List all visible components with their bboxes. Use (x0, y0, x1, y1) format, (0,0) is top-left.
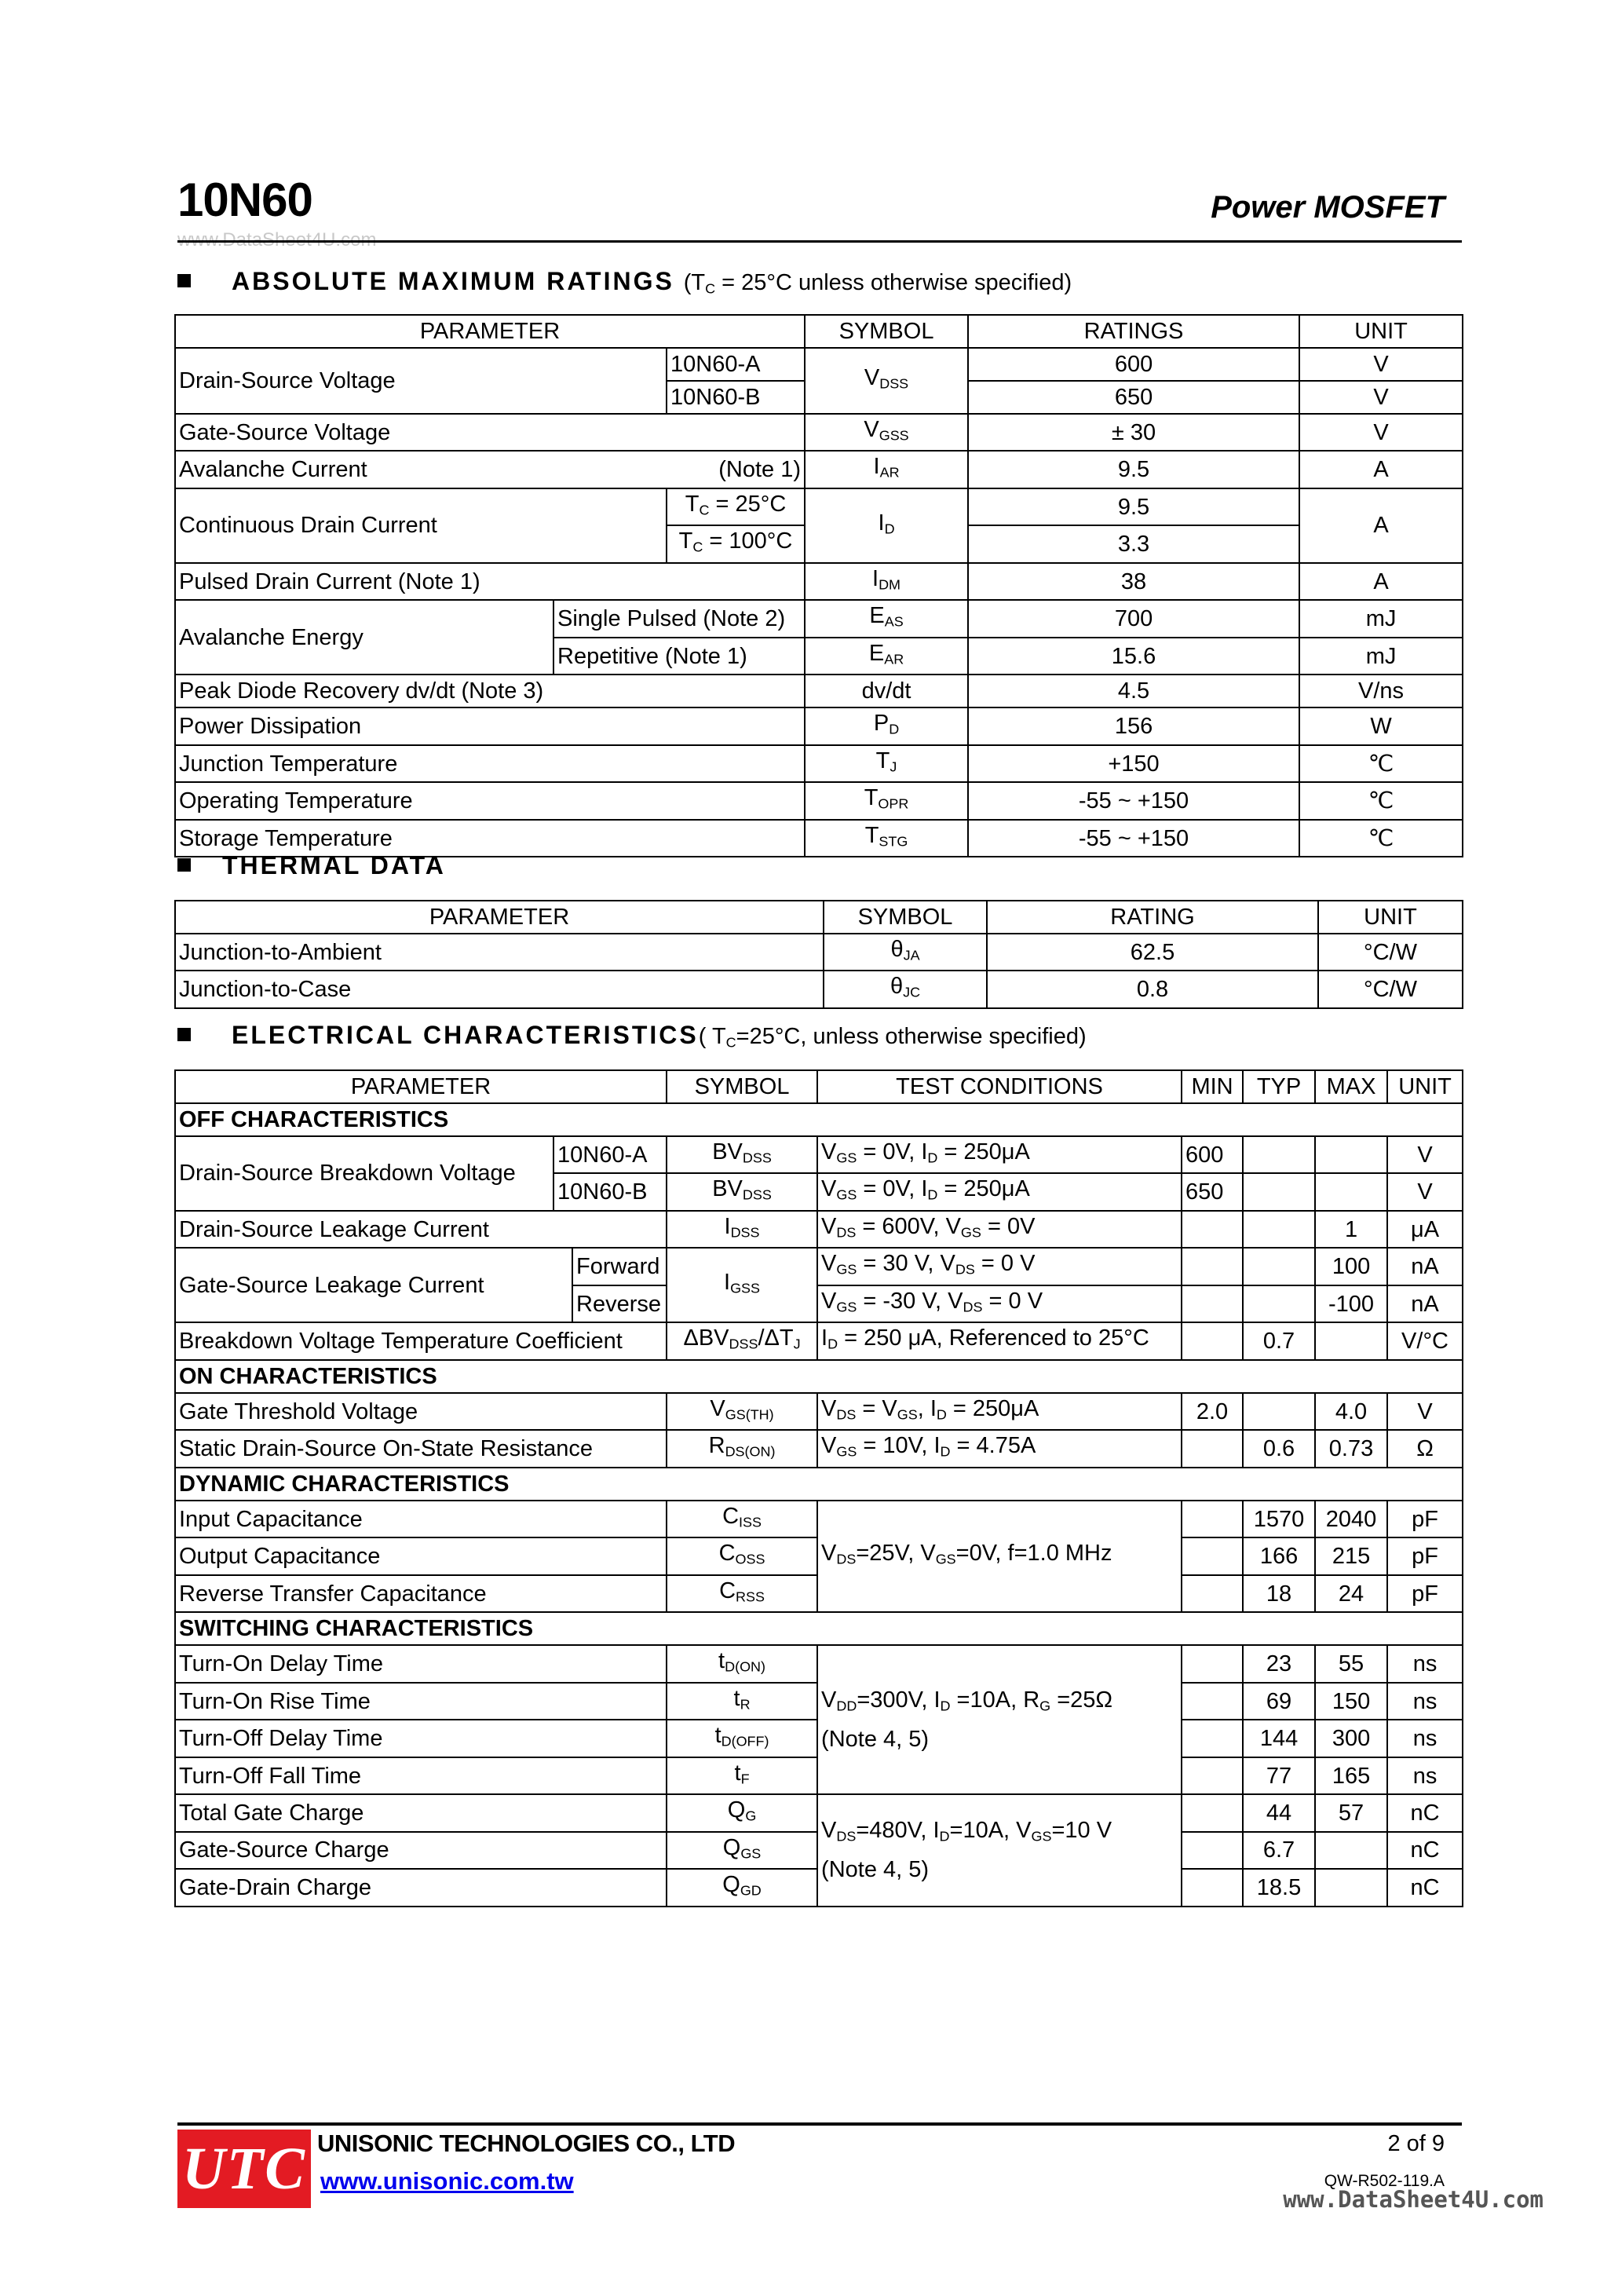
section-row (175, 1612, 1463, 1645)
table-row (175, 563, 1463, 600)
table-cell: Gate Threshold Voltage (175, 1393, 667, 1430)
table-cell: SYMBOL (805, 315, 968, 348)
table-cell: 69 (1243, 1683, 1315, 1720)
table-cell: $\Delta BV_{DSS}/\Delta T_J$ (667, 1322, 817, 1359)
table-row (175, 1211, 1463, 1248)
table-cell: V (1387, 1136, 1463, 1173)
table-cell (1182, 1720, 1243, 1757)
table-cell: 600 (1182, 1136, 1243, 1173)
section-note: ($T_C = 25^\circ C$ unless otherwise specified) (683, 270, 1072, 297)
table-cell: DYNAMIC CHARACTERISTICS (175, 1468, 1463, 1501)
table-row (175, 707, 1463, 744)
table-cell: pF (1387, 1537, 1463, 1574)
bullet-icon (177, 1028, 191, 1041)
table-cell: 10N60-A (553, 1136, 667, 1173)
table-cell: 150 (1315, 1683, 1387, 1720)
utc-logo (177, 2130, 311, 2208)
table-cell: $P_D$ (805, 707, 968, 744)
table-cell: $Q_{GD}$ (667, 1869, 817, 1906)
table-cell: 0.6 (1243, 1430, 1315, 1467)
table-cell: $C_{OSS}$ (667, 1537, 817, 1574)
table-header-row (175, 1070, 1463, 1103)
table-row (175, 971, 1463, 1007)
table-row (175, 934, 1463, 971)
product-category: Power MOSFET (1211, 190, 1445, 225)
section-title: THERMAL DATA (222, 851, 446, 879)
table-row (175, 1794, 1463, 1831)
table-cell (1182, 1645, 1243, 1682)
electrical-table (174, 1069, 1463, 1907)
table-cell: 165 (1315, 1757, 1387, 1794)
table-cell: V (1387, 1393, 1463, 1430)
table-row (175, 1393, 1463, 1430)
table-row (175, 414, 1463, 451)
table-cell: UNIT (1387, 1070, 1463, 1103)
table-cell: V (1299, 348, 1463, 381)
table-cell: Turn-On Delay Time (175, 1645, 667, 1682)
section-note: ( $T_C=25^\circ C$, unless otherwise specified) (698, 1024, 1087, 1051)
table-row (175, 745, 1463, 782)
table-cell (1182, 1794, 1243, 1831)
table-cell: RATINGS (968, 315, 1299, 348)
table-cell: 38 (968, 563, 1299, 600)
table-cell: $t_{D(OFF)}$ (667, 1720, 817, 1757)
table-cell: $I_D$ (805, 488, 968, 563)
table-cell: UNIT (1318, 901, 1463, 934)
table-cell: 0.7 (1243, 1322, 1315, 1359)
table-cell: $\theta_{JC}$ (824, 971, 987, 1007)
absolute-max-heading (177, 267, 1072, 297)
table-row (175, 600, 1463, 637)
table-cell: Gate-Source Charge (175, 1832, 667, 1869)
table-cell: 144 (1243, 1720, 1315, 1757)
table-cell: $V_{DS}=480V$, $I_D=10A$, $V_{GS}=10$ V (Note 4, 5) (817, 1794, 1182, 1906)
table-cell: Turn-Off Delay Time (175, 1720, 667, 1757)
table-cell: $I_{DM}$ (805, 563, 968, 600)
section-title: ABSOLUTE MAXIMUM RATINGS (232, 267, 674, 295)
table-cell (1182, 1285, 1243, 1322)
table-cell: Continuous Drain Current (175, 488, 667, 563)
table-cell: SYMBOL (824, 901, 987, 934)
table-cell: OFF CHARACTERISTICS (175, 1103, 1463, 1136)
table-cell: 1 (1315, 1211, 1387, 1248)
table-cell: -55 ~ +150 (968, 820, 1299, 857)
table-cell: 1570 (1243, 1501, 1315, 1537)
table-cell: V (1299, 414, 1463, 451)
table-cell: 77 (1243, 1757, 1315, 1794)
table-cell: Repetitive (Note 1) (553, 638, 805, 675)
table-cell: $V_{GS} = 30$ V, $V_{DS} = 0$ V (817, 1248, 1182, 1285)
table-cell: 23 (1243, 1645, 1315, 1682)
table-cell: $t_F$ (667, 1757, 817, 1794)
table-cell: Turn-Off Fall Time (175, 1757, 667, 1794)
table-cell: 6.7 (1243, 1832, 1315, 1869)
table-cell: V (1299, 381, 1463, 414)
table-cell: $\theta_{JA}$ (824, 934, 987, 971)
table-cell: Gate-Source Leakage Current (175, 1248, 572, 1322)
table-cell: 9.5 (968, 488, 1299, 525)
table-cell: TYP (1243, 1070, 1315, 1103)
table-cell: $I_{GSS}$ (667, 1248, 817, 1322)
table-cell: $V_{GS(TH)}$ (667, 1393, 817, 1430)
page-number: 2 of 9 (1387, 2131, 1445, 2156)
table-cell: 9.5 (968, 451, 1299, 488)
table-row (175, 1136, 1463, 1173)
table-cell (1182, 1683, 1243, 1720)
table-cell: Operating Temperature (175, 782, 805, 819)
table-row (175, 1430, 1463, 1467)
table-cell: pF (1387, 1501, 1463, 1537)
table-cell: °C/W (1318, 971, 1463, 1007)
table-cell (1182, 1211, 1243, 1248)
table-cell: 0.73 (1315, 1430, 1387, 1467)
table-cell: UNIT (1299, 315, 1463, 348)
bullet-icon (177, 858, 191, 872)
table-cell: $t_R$ (667, 1683, 817, 1720)
table-cell: $V_{DS} = 600V$, $V_{GS} = 0V$ (817, 1211, 1182, 1248)
table-cell: 44 (1243, 1794, 1315, 1831)
table-cell: 15.6 (968, 638, 1299, 675)
table-row (175, 488, 1463, 525)
table-cell: 650 (1182, 1173, 1243, 1210)
section-row (175, 1103, 1463, 1136)
table-cell: 10N60-B (667, 381, 805, 414)
table-cell: ns (1387, 1645, 1463, 1682)
section-row (175, 1360, 1463, 1393)
table-cell: A (1299, 451, 1463, 488)
table-cell: °C/W (1318, 934, 1463, 971)
company-name: UNISONIC TECHNOLOGIES CO., LTD (317, 2130, 736, 2157)
table-cell: ns (1387, 1757, 1463, 1794)
table-cell: A (1299, 488, 1463, 563)
table-cell (1243, 1136, 1315, 1173)
table-cell: A (1299, 563, 1463, 600)
table-cell: 18.5 (1243, 1869, 1315, 1906)
table-cell: Reverse Transfer Capacitance (175, 1575, 667, 1612)
table-cell: 2040 (1315, 1501, 1387, 1537)
table-cell (1182, 1832, 1243, 1869)
table-cell: $C_{ISS}$ (667, 1501, 817, 1537)
table-row (175, 1322, 1463, 1359)
table-cell (1243, 1393, 1315, 1430)
table-cell: ns (1387, 1720, 1463, 1757)
table-cell: mJ (1299, 600, 1463, 637)
table-cell: Static Drain-Source On-State Resistance (175, 1430, 667, 1467)
table-cell: $T_{OPR}$ (805, 782, 968, 819)
footer-watermark: www.DataSheet4U.com (1283, 2186, 1543, 2213)
table-cell: RATING (987, 901, 1318, 934)
table-cell: 156 (968, 707, 1299, 744)
table-cell: μA (1387, 1211, 1463, 1248)
table-cell: Total Gate Charge (175, 1794, 667, 1831)
table-cell: 3.3 (968, 525, 1299, 562)
table-cell (1315, 1832, 1387, 1869)
table-cell: 18 (1243, 1575, 1315, 1612)
table-cell: 100 (1315, 1248, 1387, 1285)
footer-rule (177, 2122, 1462, 2126)
table-cell: $t_{D(ON)}$ (667, 1645, 817, 1682)
table-cell: ℃ (1299, 782, 1463, 819)
section-row (175, 1468, 1463, 1501)
table-cell (1182, 1575, 1243, 1612)
part-number: 10N60 (177, 174, 312, 226)
table-cell (1182, 1322, 1243, 1359)
table-cell: $Q_{GS}$ (667, 1832, 817, 1869)
table-cell: $E_{AR}$ (805, 638, 968, 675)
table-cell: nA (1387, 1248, 1463, 1285)
table-cell: $R_{DS(ON)}$ (667, 1430, 817, 1467)
table-cell: Drain-Source Voltage (175, 348, 667, 414)
table-cell: Storage Temperature (175, 820, 805, 857)
table-cell: $V_{GSS}$ (805, 414, 968, 451)
table-cell: 10N60-A (667, 348, 805, 381)
table-cell: ON CHARACTERISTICS (175, 1360, 1463, 1393)
table-cell: $V_{GS} = 0V$, $I_D = 250\mu A$ (817, 1136, 1182, 1173)
table-cell: 700 (968, 600, 1299, 637)
table-cell: PARAMETER (175, 1070, 667, 1103)
table-cell: mJ (1299, 638, 1463, 675)
table-cell: 4.0 (1315, 1393, 1387, 1430)
table-cell: $V_{DD}=300V$, $I_D =10A$, $R_G =25\Omega$ (Note 4, 5) (817, 1645, 1182, 1794)
table-cell: Peak Diode Recovery dv/dt (Note 3) (175, 675, 805, 707)
table-cell: $I_{DSS}$ (667, 1211, 817, 1248)
table-cell: 215 (1315, 1537, 1387, 1574)
table-cell (1182, 1501, 1243, 1537)
table-cell (1243, 1211, 1315, 1248)
table-cell: ℃ (1299, 745, 1463, 782)
table-cell (1182, 1430, 1243, 1467)
section-title: ELECTRICAL CHARACTERISTICS (232, 1021, 699, 1049)
thermal-table (174, 900, 1463, 1009)
table-cell: $E_{AS}$ (805, 600, 968, 637)
table-cell: SWITCHING CHARACTERISTICS (175, 1612, 1463, 1645)
table-cell: Power Dissipation (175, 707, 805, 744)
table-cell (1315, 1869, 1387, 1906)
table-cell: MIN (1182, 1070, 1243, 1103)
table-cell: TEST CONDITIONS (817, 1070, 1182, 1103)
table-cell (1315, 1136, 1387, 1173)
table-cell: $V_{GS} = 0V$, $I_D = 250\mu A$ (817, 1173, 1182, 1210)
table-cell: ℃ (1299, 820, 1463, 857)
thermal-heading (177, 851, 446, 880)
table-cell: Drain-Source Leakage Current (175, 1211, 667, 1248)
table-cell: Junction-to-Ambient (175, 934, 824, 971)
table-row (175, 782, 1463, 819)
table-cell: 0.8 (987, 971, 1318, 1007)
bullet-icon (177, 274, 191, 287)
table-cell: 4.5 (968, 675, 1299, 707)
table-cell: Gate-Source Voltage (175, 414, 805, 451)
doc-code: QW-R502-119.A (1324, 2172, 1445, 2190)
table-cell: $BV_{DSS}$ (667, 1136, 817, 1173)
table-cell: Junction Temperature (175, 745, 805, 782)
table-cell: nC (1387, 1869, 1463, 1906)
table-cell: nA (1387, 1285, 1463, 1322)
table-cell: -100 (1315, 1285, 1387, 1322)
table-cell: 10N60-B (553, 1173, 667, 1210)
table-row (175, 348, 1463, 381)
table-row (175, 1501, 1463, 1537)
table-cell: +150 (968, 745, 1299, 782)
table-row (175, 1248, 1463, 1285)
table-cell: nC (1387, 1832, 1463, 1869)
electrical-heading (177, 1021, 1087, 1051)
table-cell: $V_{GS} = -30$ V, $V_{DS} = 0$ V (817, 1285, 1182, 1322)
table-cell: 650 (968, 381, 1299, 414)
table-cell: 24 (1315, 1575, 1387, 1612)
table-cell: $V_{GS} = 10V$, $I_D = 4.75A$ (817, 1430, 1182, 1467)
absolute-max-table (174, 314, 1463, 857)
table-cell: Reverse (572, 1285, 667, 1322)
table-cell: 2.0 (1182, 1393, 1243, 1430)
table-cell (1182, 1869, 1243, 1906)
table-cell (1315, 1322, 1387, 1359)
table-cell (1243, 1248, 1315, 1285)
table-cell (1315, 1173, 1387, 1210)
table-cell: Output Capacitance (175, 1537, 667, 1574)
table-cell: V (1387, 1173, 1463, 1210)
table-cell (1243, 1285, 1315, 1322)
table-cell: Breakdown Voltage Temperature Coefficient (175, 1322, 667, 1359)
table-cell: $V_{DS} = V_{GS}$, $I_D = 250\mu A$ (817, 1393, 1182, 1430)
table-cell: Avalanche Current (Note 1) (175, 451, 805, 488)
table-cell: Single Pulsed (Note 2) (553, 600, 805, 637)
table-cell: $BV_{DSS}$ (667, 1173, 817, 1210)
table-cell: $T_C = 25^\circ C$ (667, 488, 805, 525)
table-cell: 600 (968, 348, 1299, 381)
table-cell: Forward (572, 1248, 667, 1285)
table-header-row (175, 315, 1463, 348)
table-cell: 62.5 (987, 934, 1318, 971)
table-cell: $C_{RSS}$ (667, 1575, 817, 1612)
table-cell: $Q_G$ (667, 1794, 817, 1831)
table-cell: dv/dt (805, 675, 968, 707)
table-cell: Input Capacitance (175, 1501, 667, 1537)
table-cell: Pulsed Drain Current (Note 1) (175, 563, 805, 600)
table-cell (1243, 1173, 1315, 1210)
table-cell: $T_{STG}$ (805, 820, 968, 857)
table-cell: 55 (1315, 1645, 1387, 1682)
website-link[interactable]: www.unisonic.com.tw (320, 2167, 574, 2195)
table-cell: $I_{AR}$ (805, 451, 968, 488)
table-cell: nC (1387, 1794, 1463, 1831)
table-cell (1182, 1537, 1243, 1574)
table-cell (1182, 1757, 1243, 1794)
table-header-row (175, 901, 1463, 934)
table-cell: 166 (1243, 1537, 1315, 1574)
table-cell: pF (1387, 1575, 1463, 1612)
table-cell: ± 30 (968, 414, 1299, 451)
table-cell: W (1299, 707, 1463, 744)
table-cell: $V_{DSS}$ (805, 348, 968, 414)
table-cell: Junction-to-Case (175, 971, 824, 1007)
table-cell: -55 ~ +150 (968, 782, 1299, 819)
table-cell: $I_D = 250$ μA, Referenced to 25°C (817, 1322, 1182, 1359)
table-cell: PARAMETER (175, 901, 824, 934)
table-row (175, 1645, 1463, 1682)
header-rule (177, 240, 1462, 243)
table-cell: PARAMETER (175, 315, 805, 348)
table-cell: Avalanche Energy (175, 600, 553, 675)
table-cell: MAX (1315, 1070, 1387, 1103)
table-cell: $V_{DS}=25V$, $V_{GS}=0V$, f=1.0 MHz (817, 1501, 1182, 1612)
table-cell: V/ns (1299, 675, 1463, 707)
table-cell: $T_C = 100^\circ C$ (667, 525, 805, 562)
table-cell: 57 (1315, 1794, 1387, 1831)
logo-text: UTC (182, 2135, 306, 2202)
table-cell: Gate-Drain Charge (175, 1869, 667, 1906)
table-row (175, 451, 1463, 488)
table-cell: V/°C (1387, 1322, 1463, 1359)
table-cell: Ω (1387, 1430, 1463, 1467)
table-cell: Drain-Source Breakdown Voltage (175, 1136, 553, 1211)
table-cell: $T_J$ (805, 745, 968, 782)
table-cell: 300 (1315, 1720, 1387, 1757)
table-cell: ns (1387, 1683, 1463, 1720)
table-cell: SYMBOL (667, 1070, 817, 1103)
table-cell (1182, 1248, 1243, 1285)
table-cell: Turn-On Rise Time (175, 1683, 667, 1720)
table-row (175, 675, 1463, 707)
